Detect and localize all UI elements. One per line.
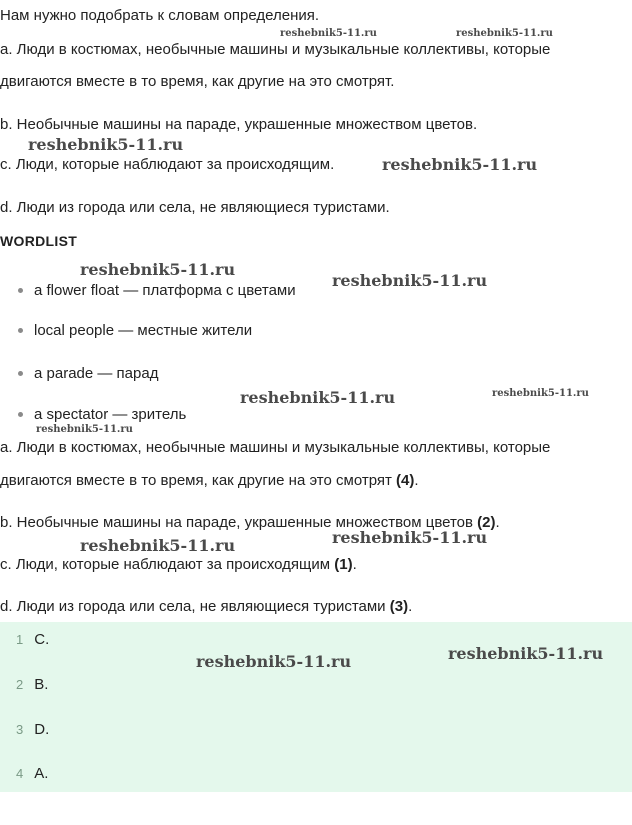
watermark: reshebnik5-11.ru xyxy=(80,536,236,555)
watermark: reshebnik5-11.ru xyxy=(382,155,538,174)
bullet-icon xyxy=(18,371,23,376)
watermark: reshebnik5-11.ru xyxy=(456,28,553,39)
bullet-icon xyxy=(18,328,23,333)
answer-letter: C. xyxy=(34,631,50,648)
answered-a-line2: двигаются вместе в то время, как другие на это смотрят (4). xyxy=(0,472,419,489)
answer-row xyxy=(16,630,49,650)
watermark: reshebnik5-11.ru xyxy=(332,528,488,547)
answered-a-line1: a. Люди в костюмах, необычные машины и музыкальные коллективы, которые xyxy=(0,439,551,456)
watermark: reshebnik5-11.ru xyxy=(80,260,236,279)
answer-number: 4 xyxy=(16,766,24,781)
answered-b: b. Необычные машины на параде, украшенные множеством цветов (2). xyxy=(0,514,500,531)
answer-mark: (3) xyxy=(389,598,409,615)
watermark: reshebnik5-11.ru xyxy=(448,644,604,663)
watermark: reshebnik5-11.ru xyxy=(332,271,488,290)
task-c: c. Люди, которые наблюдают за происходящим. xyxy=(0,156,335,173)
answer-row xyxy=(16,764,48,784)
answer-letter: D. xyxy=(34,721,50,738)
answered-d: d. Люди из города или села, не являющиеся туристами (3). xyxy=(0,598,413,615)
answer-mark: (1) xyxy=(334,556,353,573)
answer-mark: (2) xyxy=(477,514,496,531)
task-a-line2: двигаются вместе в то время, как другие на это смотрят. xyxy=(0,73,395,90)
watermark: reshebnik5-11.ru xyxy=(196,652,352,671)
answer-row xyxy=(16,720,49,740)
watermark: reshebnik5-11.ru xyxy=(28,135,184,154)
task-a-line1: a. Люди в костюмах, необычные машины и музыкальные коллективы, которые xyxy=(0,41,551,58)
wordlist-item: local people — местные жители xyxy=(18,321,252,341)
answer-number: 2 xyxy=(16,677,24,692)
wordlist-item: a flower float — платформа с цветами xyxy=(18,281,296,301)
answered-c: c. Люди, которые наблюдают за происходящим (1). xyxy=(0,556,357,573)
watermark: reshebnik5-11.ru xyxy=(240,388,396,407)
wordlist-heading: WORDLIST xyxy=(0,233,78,249)
wordlist-item: a spectator — зритель xyxy=(18,405,186,425)
bullet-icon xyxy=(18,288,23,293)
bullet-icon xyxy=(18,412,23,417)
watermark: reshebnik5-11.ru xyxy=(36,424,133,435)
watermark: reshebnik5-11.ru xyxy=(280,28,377,39)
task-b: b. Необычные машины на параде, украшенные множеством цветов. xyxy=(0,116,478,133)
wordlist-item: a parade — парад xyxy=(18,364,158,384)
intro-text: Нам нужно подобрать к словам определения. xyxy=(0,7,320,24)
answer-number: 3 xyxy=(16,722,24,737)
watermark: reshebnik5-11.ru xyxy=(492,388,589,399)
answer-row xyxy=(16,675,48,695)
answer-letter: A. xyxy=(34,765,49,782)
answer-number: 1 xyxy=(16,632,24,647)
answer-letter: B. xyxy=(34,676,49,693)
answer-mark: (4) xyxy=(396,472,415,489)
task-d: d. Люди из города или села, не являющиеся туристами. xyxy=(0,199,390,216)
